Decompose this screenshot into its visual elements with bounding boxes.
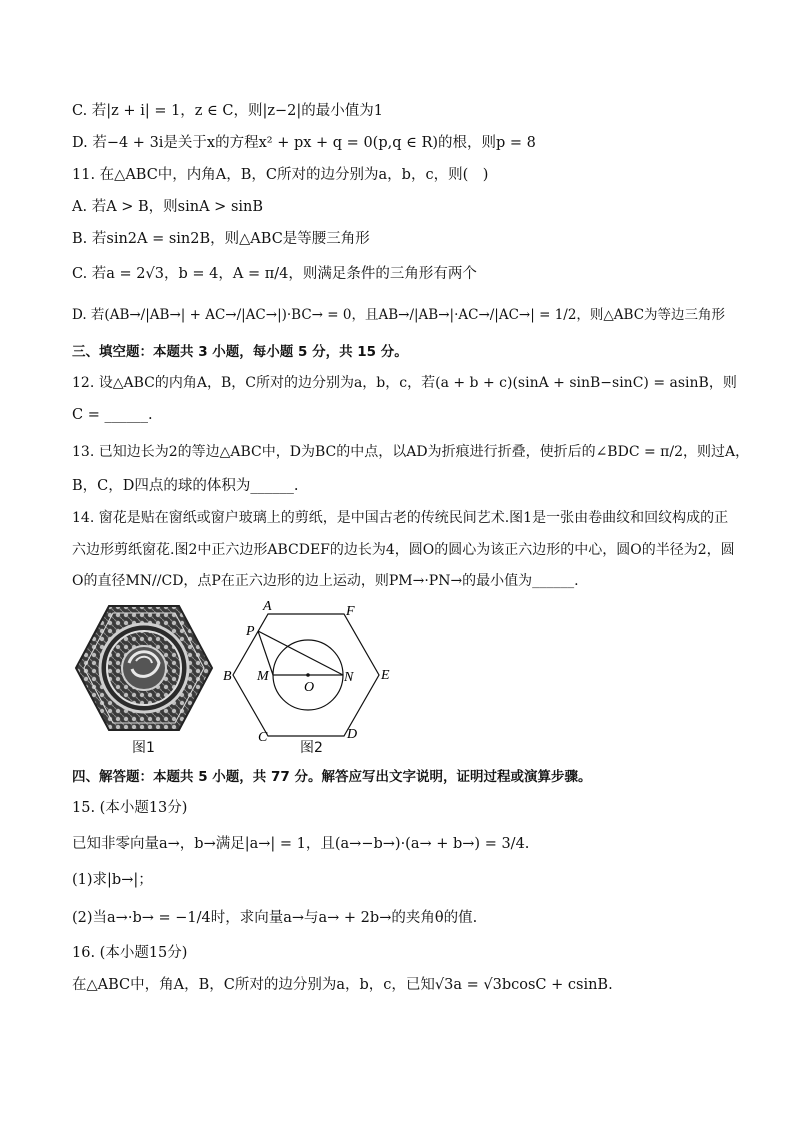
label-a: A <box>263 599 272 614</box>
label-c: C <box>258 730 268 745</box>
q12-line-1: 12. 设△ABC的内角A，B，C所对的边分别为a，b，c，若(a + b + c)(sinA + sinB−sinC) = asinB，则 <box>72 375 737 391</box>
q15-heading: 15. (本小题13分) <box>72 800 188 816</box>
figure-1-caption: 图1 <box>132 740 155 756</box>
q15-stem: 已知非零向量a→，b→满足|a→| = 1，且(a→−b→)·(a→ + b→) = 3/4. <box>72 836 530 852</box>
q10-option-d: D. 若−4 + 3i是关于x的方程x² + px + q = 0(p,q ∈ R)的根，则p = 8 <box>72 135 536 151</box>
q16-stem: 在△ABC中，角A，B，C所对的边分别为a，b，c，已知√3a = √3bcosC + csinB. <box>72 977 613 993</box>
q11-stem: 11. 在△ABC中，内角A，B，C所对的边分别为a，b，c，则( ) <box>72 167 489 183</box>
figure-2-caption: 图2 <box>300 740 323 756</box>
label-m: M <box>257 669 269 684</box>
label-n: N <box>344 670 354 685</box>
q11-option-c: C. 若a = 2√3，b = 4，A = π/4，则满足条件的三角形有两个 <box>72 266 477 282</box>
section-4-heading: 四、解答题：本题共 5 小题，共 77 分。解答应写出文字说明，证明过程或演算步骤。 <box>72 769 592 785</box>
figure-2-geometry <box>222 598 402 748</box>
label-d: D <box>347 727 358 742</box>
q14-line-1: 14. 窗花是贴在窗纸或窗户玻璃上的剪纸，是中国古老的传统民间艺术.图1是一张由卷曲纹和回纹构成的正 <box>72 510 729 526</box>
q14-line-2: 六边形剪纸窗花.图2中正六边形ABCDEF的边长为4，圆O的圆心为该正六边形的中心，圆O的半径为2，圆 <box>72 542 735 558</box>
q11-option-b: B. 若sin2A = sin2B，则△ABC是等腰三角形 <box>72 231 370 247</box>
label-b: B <box>223 669 232 684</box>
q16-heading: 16. (本小题15分) <box>72 945 188 961</box>
center-dot <box>306 673 310 677</box>
q14-line-3: O的直径MN//CD，点P在正六边形的边上运动，则PM→·PN→的最小值为______. <box>72 573 579 589</box>
q11-option-a: A. 若A > B，则sinA > sinB <box>72 199 264 215</box>
q11-option-d: D. 若(AB→/|AB→| + AC→/|AC→|)·BC→ = 0，且AB→/|AB→|·AC→/|AC→| = 1/2，则△ABC为等边三角形 <box>72 307 726 323</box>
label-e: E <box>381 668 390 683</box>
label-f: F <box>346 604 355 619</box>
q15-part-2: (2)当a→·b→ = −1/4时，求向量a→与a→ + 2b→的夹角θ的值. <box>72 910 478 926</box>
q12-line-2: C = ______. <box>72 407 153 423</box>
q13-line-1: 13. 已知边长为2的等边△ABC中，D为BC的中点，以AD为折痕进行折叠，使折后的∠BDC = π/2，则过A， <box>72 444 750 460</box>
label-o: O <box>304 680 315 695</box>
q13-line-2: B，C，D四点的球的体积为______. <box>72 478 299 494</box>
q15-part-1: (1)求|b→|； <box>72 872 153 888</box>
figure-1-paper-cut <box>74 603 214 733</box>
label-p: P <box>246 624 255 639</box>
section-3-heading: 三、填空题：本题共 3 小题，每小题 5 分，共 15 分。 <box>72 344 408 360</box>
q10-option-c: C. 若|z + i| = 1，z ∈ C，则|z−2|的最小值为1 <box>72 103 383 119</box>
